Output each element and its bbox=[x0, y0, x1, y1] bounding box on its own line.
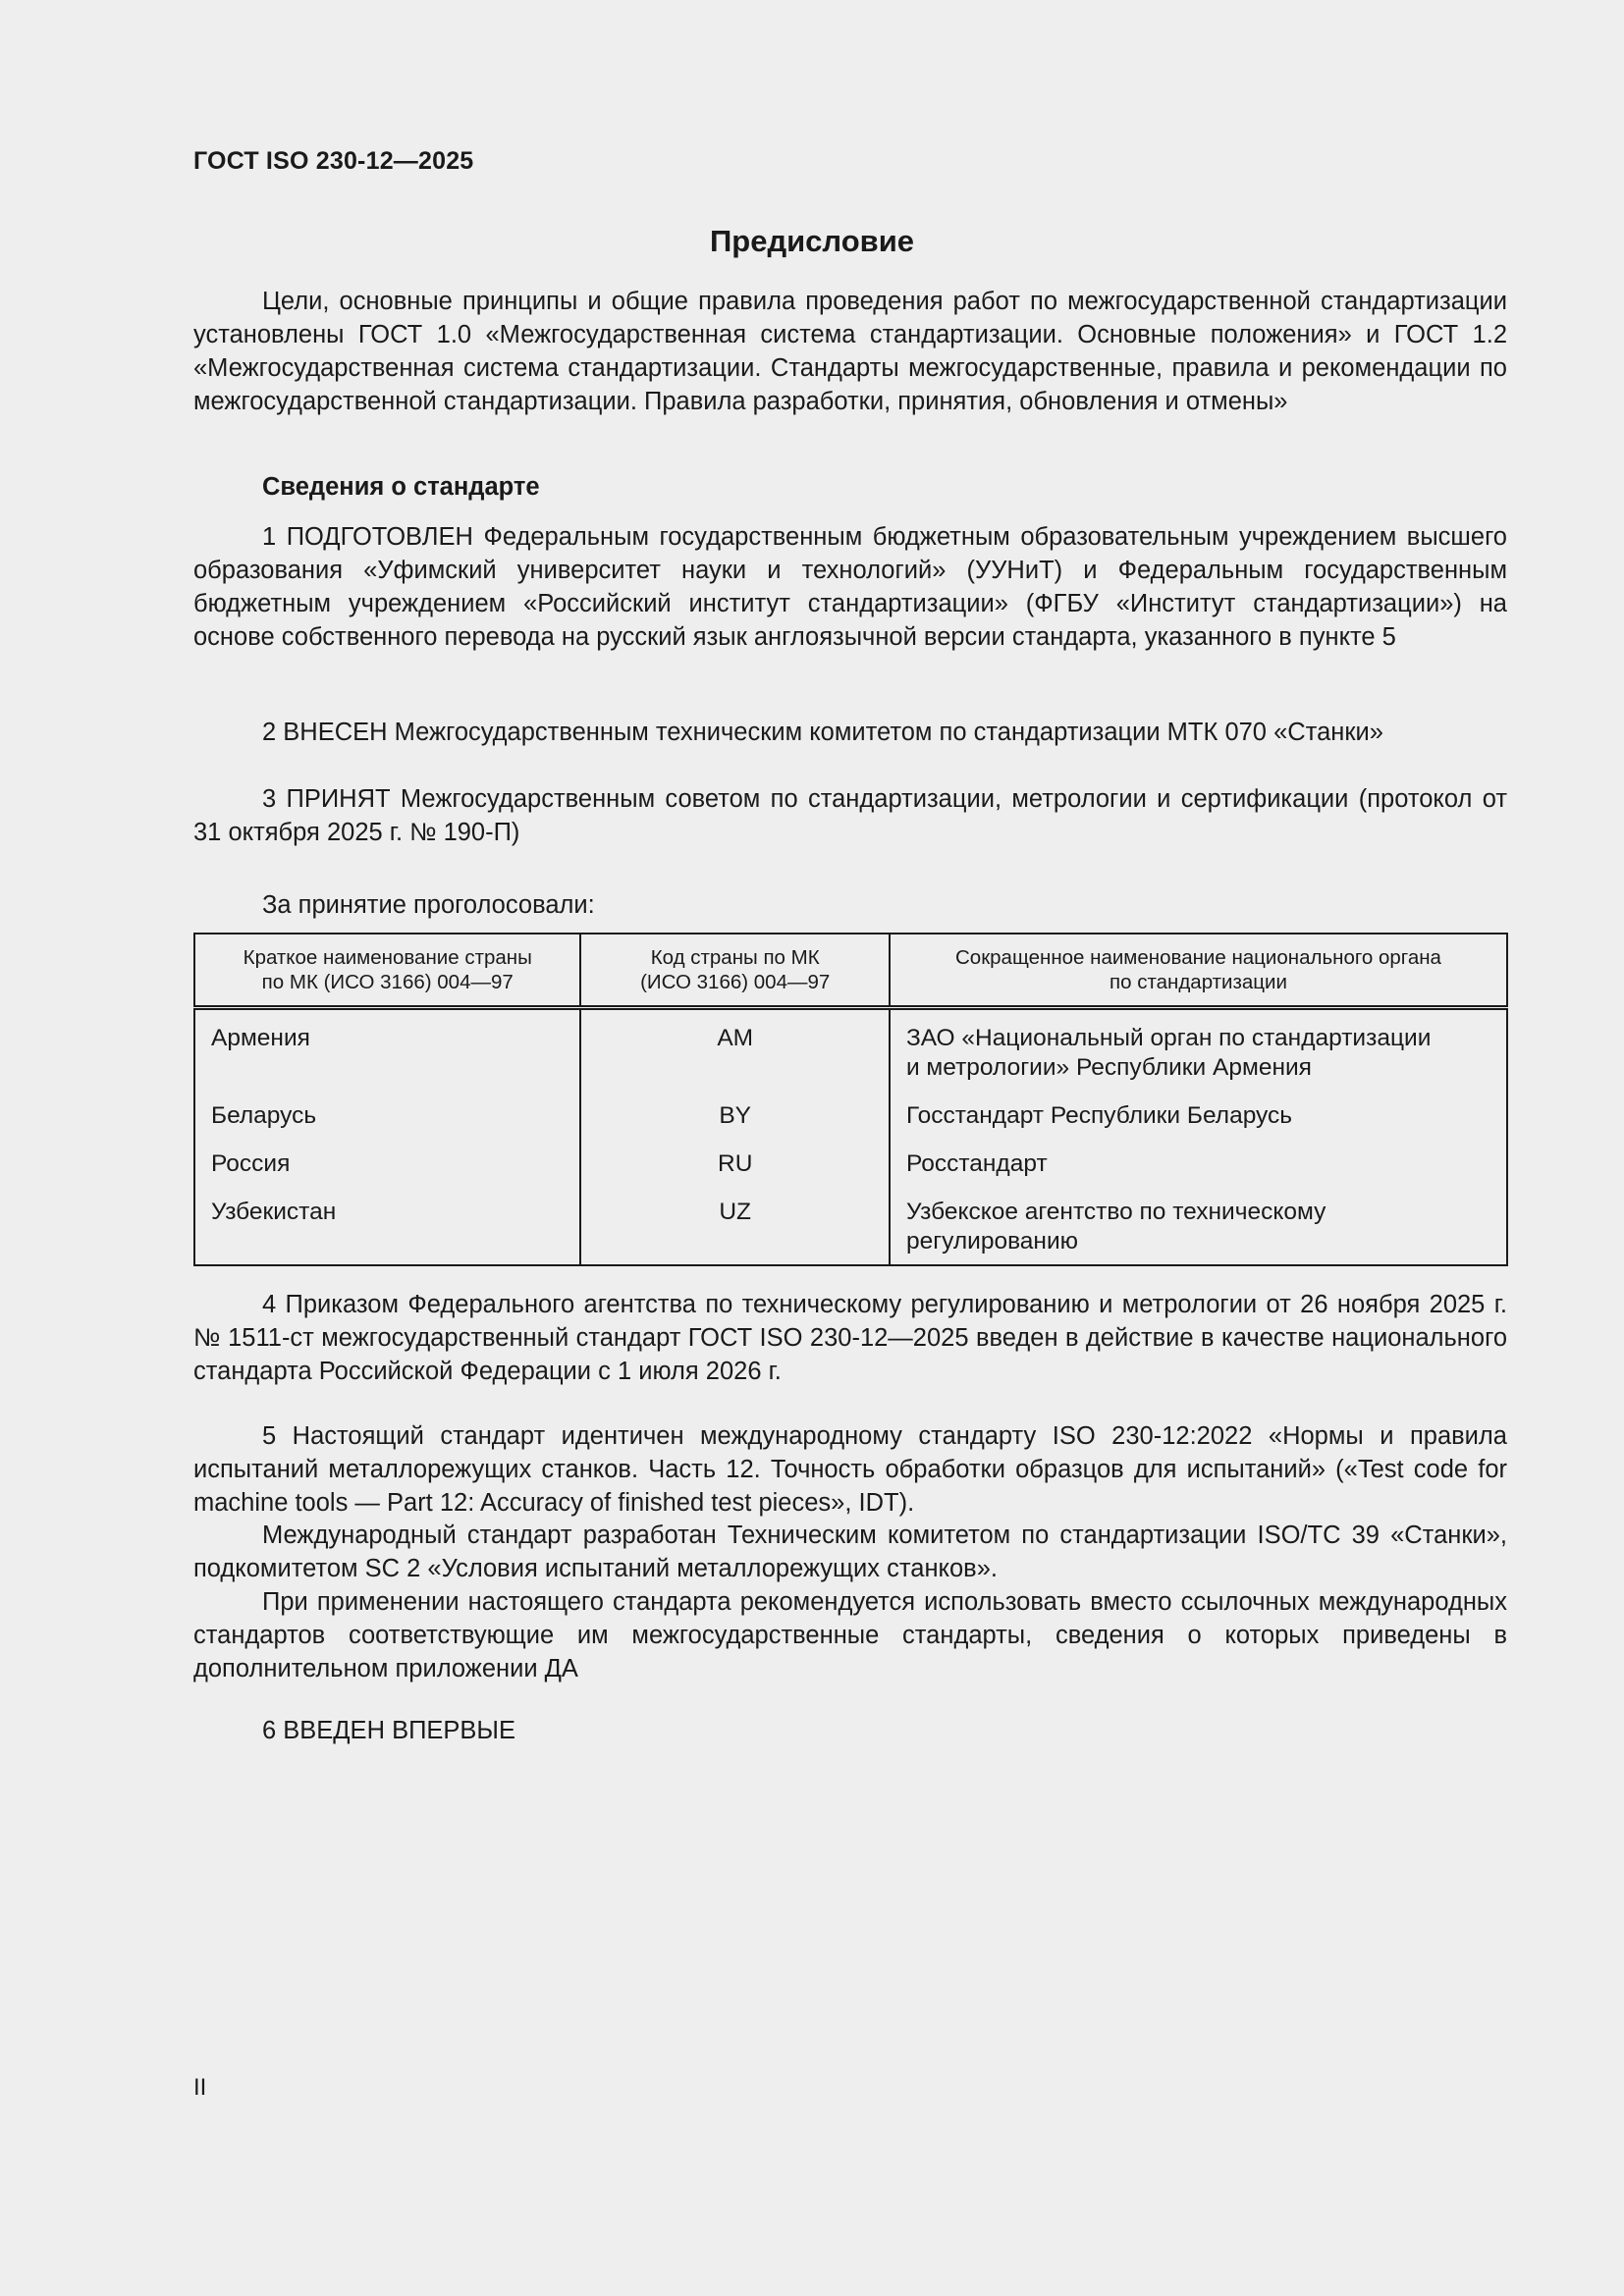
organization-cell: Узбекское агентство по техническому регулированию bbox=[890, 1179, 1507, 1265]
item-1-paragraph: 1 ПОДГОТОВЛЕН Федеральным государственным бюджетным образовательным учреждением высшего образования «Уфимский университет науки и технологий» (УУНиТ) и Федеральным государственным бюджетным учреждением «Российский институт стандартизации» (ФГБУ «Институт стандартизации») на основе собственного перевода на русский язык англоязычной версии стандарта, указанного в пункте 5 bbox=[193, 523, 1507, 651]
table-row bbox=[194, 1131, 1507, 1179]
code-cell: UZ bbox=[580, 1179, 889, 1265]
organization-cell: Госстандарт Республики Беларусь bbox=[890, 1083, 1507, 1131]
item-5-paragraph: 5 Настоящий стандарт идентичен международному стандарту ISO 230-12:2022 «Нормы и правила испытаний металлорежущих станков. Часть 12. Точность обработки образцов для испытаний» («Test code for machine tools — Part 12: Accuracy of finished test pieces», IDT). bbox=[193, 1422, 1507, 1517]
document-header: ГОСТ ISO 230-12—2025 bbox=[193, 147, 474, 175]
voting-table bbox=[193, 933, 1508, 1266]
column-header-code: Код страны по МК (ИСО 3166) 004—97 bbox=[580, 934, 889, 1008]
organization-cell: ЗАО «Национальный орган по стандартизации и метрологии» Республики Армения bbox=[890, 1008, 1507, 1084]
code-cell: BY bbox=[580, 1083, 889, 1131]
intro-paragraph: Цели, основные принципы и общие правила проведения работ по межгосударственной стандартизации установлены ГОСТ 1.0 «Межгосударственная система стандартизации. Основные положения» и ГОСТ 1.2 «Межгосударственная система стандартизации. Стандарты межгосударственные, правила и рекомендации по межгосударственной стандартизации. Правила разработки, принятия, обновления и отмены» bbox=[193, 288, 1507, 415]
info-heading: Сведения о стандарте bbox=[262, 473, 540, 501]
column-header-organization: Сокращенное наименование национального органа по стандартизации bbox=[890, 934, 1507, 1008]
country-cell: Беларусь bbox=[194, 1083, 580, 1131]
table-header-row bbox=[194, 934, 1507, 1008]
page-number: II bbox=[193, 2074, 207, 2101]
item-4-paragraph: 4 Приказом Федерального агентства по техническому регулированию и метрологии от 26 ноября 2025 г. № 1511-ст межгосударственный стандарт ГОСТ ISO 230-12—2025 введен в действие в качестве национального стандарта Российской Федерации с 1 июля 2026 г. bbox=[193, 1291, 1507, 1385]
country-cell: Узбекистан bbox=[194, 1179, 580, 1265]
table-row bbox=[194, 1008, 1507, 1084]
code-cell: RU bbox=[580, 1131, 889, 1179]
vote-intro: За принятие проголосовали: bbox=[262, 891, 595, 919]
code-cell: AM bbox=[580, 1008, 889, 1084]
organization-cell: Росстандарт bbox=[890, 1131, 1507, 1179]
item-3-paragraph: 3 ПРИНЯТ Межгосударственным советом по стандартизации, метрологии и сертификации (протокол от 31 октября 2025 г. № 190-П) bbox=[193, 785, 1507, 846]
item-5-paragraph-3: При применении настоящего стандарта рекомендуется использовать вместо ссылочных международных стандартов соответствующие им межгосударственные стандарты, сведения о которых приведены в дополнительном приложении ДА bbox=[193, 1588, 1507, 1682]
country-cell: Армения bbox=[194, 1008, 580, 1084]
item-2-paragraph: 2 ВНЕСЕН Межгосударственным техническим комитетом по стандартизации МТК 070 «Станки» bbox=[262, 719, 1383, 746]
country-cell: Россия bbox=[194, 1131, 580, 1179]
item-6-paragraph: 6 ВВЕДЕН ВПЕРВЫЕ bbox=[262, 1717, 516, 1744]
table-row bbox=[194, 1083, 1507, 1131]
page-title: Предисловие bbox=[709, 224, 914, 258]
item-5-paragraph-2: Международный стандарт разработан Техническим комитетом по стандартизации ISO/TC 39 «Станки», подкомитетом SC 2 «Условия испытаний металлорежущих станков». bbox=[193, 1522, 1507, 1582]
column-header-country: Краткое наименование страны по МК (ИСО 3166) 004—97 bbox=[194, 934, 580, 1008]
table-row bbox=[194, 1179, 1507, 1265]
